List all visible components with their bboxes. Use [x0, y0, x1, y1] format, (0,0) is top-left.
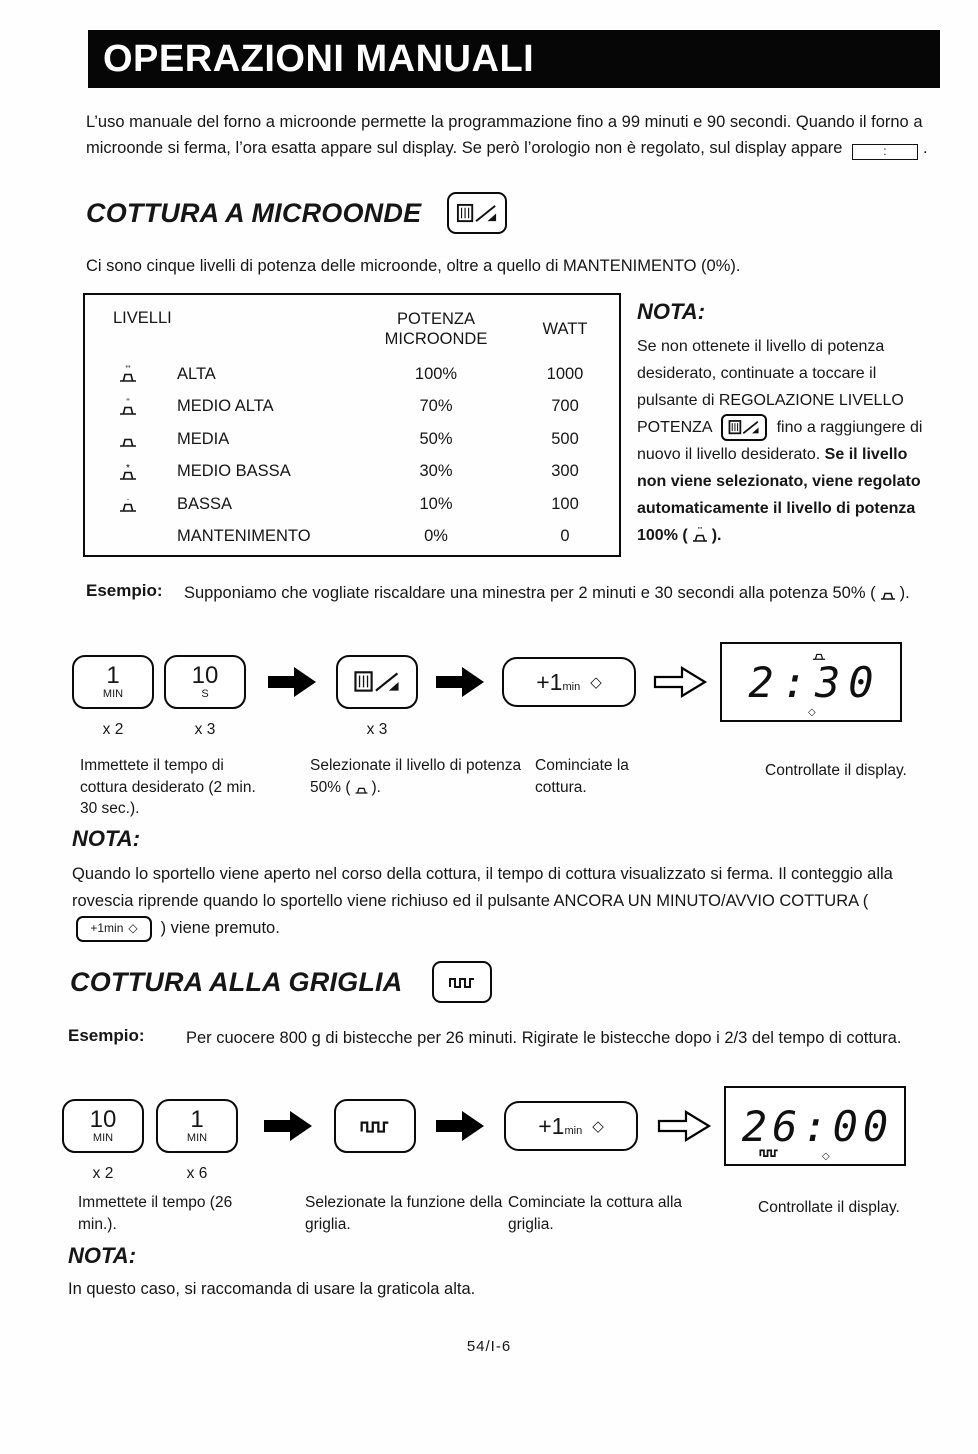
page-title: OPERAZIONI MANUALI: [103, 37, 535, 80]
power-level-dish-icon: [117, 365, 139, 383]
power-levels-table: [83, 293, 621, 557]
power-level-key: [336, 655, 418, 709]
table-row: [113, 358, 619, 391]
grill-key: [334, 1099, 416, 1153]
one-minute-key-diamond-icon: ◇: [128, 921, 138, 936]
svg-text:'': '': [126, 397, 130, 407]
level-watt: 100: [551, 494, 579, 513]
key-1min-wrapper: [156, 1099, 238, 1182]
col-potenza-line1: POTENZA: [397, 310, 475, 328]
nota-graticola-section: [68, 1243, 928, 1299]
intro-text: L’uso manuale del forno a microonde permette la programmazione fino a 99 minuti e 90 secondi. Quando il forno a microonde si ferma, l’ora esatta appare sul display. Se però l’orologio non è regolato, sul display appare: [86, 113, 923, 157]
microwave-steps: [72, 642, 902, 738]
press-count: x 3: [366, 721, 388, 738]
arrow-right-icon: [434, 1109, 486, 1143]
nota-door-section: [72, 826, 938, 942]
caption-start-cooking: Cominciate la cottura.: [535, 757, 629, 796]
level-name: MANTENIMENTO: [177, 527, 311, 546]
caption-enter-time: Immettete il tempo (26 min.).: [78, 1194, 233, 1233]
level-potenza: 100%: [414, 364, 458, 383]
start-key-plus: +1: [536, 668, 563, 695]
start-key-diamond-icon: ◇: [590, 674, 602, 691]
arrow-right-icon: [266, 665, 318, 699]
caption-select-power-1: Selezionate il livello di potenza 50% (: [310, 757, 522, 796]
level-watt: 0: [560, 527, 570, 546]
section-title-microonde: COTTURA A MICROONDE: [86, 197, 422, 228]
section-microonde-heading: [86, 192, 507, 234]
power-level-dish-icon: [117, 430, 139, 448]
grill-key: [432, 961, 492, 1003]
display-diamond-icon: ◇: [822, 1151, 830, 1162]
level-name: MEDIA: [177, 429, 230, 448]
display-diamond-icon: ◇: [808, 707, 816, 718]
col-livelli: LIVELLI: [113, 309, 172, 327]
esempio-griglia: [68, 1026, 936, 1051]
table-header: [113, 309, 619, 349]
level-potenza: 30%: [419, 462, 453, 481]
nota-door-text: [72, 861, 938, 942]
section-title-griglia: COTTURA ALLA GRIGLIA: [70, 966, 403, 997]
clock-placeholder-value: :: [883, 143, 887, 158]
key-10s-wrapper: [164, 655, 246, 738]
nota-title: NOTA:: [637, 299, 706, 324]
start-key-diamond-icon: ◇: [592, 1118, 604, 1135]
power-level-key-icon: [456, 201, 498, 226]
grill-key-icon: [358, 1116, 392, 1136]
power-level-dish-icon: [117, 495, 139, 513]
one-minute-start-key: [504, 1101, 638, 1151]
power-level-key: [447, 192, 507, 234]
key-number: 10: [89, 1106, 117, 1133]
power-key-wrapper: [336, 655, 418, 738]
table-row: [113, 391, 619, 424]
level-name: ALTA: [177, 364, 216, 383]
table-row: [113, 423, 619, 456]
display-time: 26:00: [741, 1101, 894, 1151]
table-row: [113, 488, 619, 521]
svg-text:·: ·: [126, 495, 130, 505]
svg-text:''': ''': [125, 365, 131, 375]
esempio-label: Esempio:: [68, 1026, 145, 1045]
key-10min-wrapper: [62, 1099, 144, 1182]
nota-door-text-2: ) viene premuto.: [160, 919, 280, 937]
one-minute-key-label: +1min: [90, 921, 124, 936]
table-row: [113, 521, 619, 554]
level-icon-cell: [113, 463, 177, 481]
clock-display-placeholder: [852, 144, 918, 160]
start-key-plus: +1: [538, 1112, 565, 1139]
level-potenza: 0%: [424, 527, 448, 546]
level-potenza: 70%: [419, 397, 453, 416]
key-unit: S: [201, 688, 209, 700]
grill-key-icon: [447, 973, 477, 991]
nota-door-text-1: Quando lo sportello viene aperto nel corso della cottura, il tempo di cottura visualizzato si ferma. Il conteggio alla rovescia riprende quando lo sportello viene richiuso ed il pulsante ANCORA UN MINUTO/AVVIO COTTURA (: [72, 865, 893, 910]
press-count: x 2: [92, 1165, 114, 1182]
start-key-unit: min: [562, 680, 581, 693]
power-level-key-inline: [721, 414, 767, 441]
level-name: BASSA: [177, 494, 233, 513]
level-icon-cell: [113, 495, 177, 513]
table-row: [113, 456, 619, 489]
page-header-bar: [88, 30, 940, 88]
power-100-dish-icon: [690, 526, 710, 543]
key-10-min: [62, 1099, 144, 1153]
col-potenza: [355, 309, 517, 349]
key-1-min: [156, 1099, 238, 1153]
power-level-dish-icon: [117, 398, 139, 416]
caption-enter-time: Immettete il tempo di cottura desiderato (2 min. 30 sec.).: [80, 757, 256, 817]
esempio-text: Per cuocere 800 g di bistecche per 26 minuti. Rigirate le bistecche dopo i 2/3 del tempo di cottura.: [186, 1029, 902, 1047]
nota-title: NOTA:: [72, 826, 141, 851]
key-number: 1: [106, 662, 120, 689]
nota-text-bold-end: ).: [711, 527, 722, 545]
caption-check-display: Controllate il display.: [758, 1199, 900, 1216]
caption-start-cooking: Cominciate la cottura alla griglia.: [508, 1194, 683, 1233]
hollow-arrow-right-icon: [656, 1108, 712, 1144]
caption-select-grill: Selezionate la funzione della griglia.: [305, 1194, 503, 1233]
level-potenza: 10%: [419, 494, 453, 513]
col-watt: WATT: [542, 319, 588, 338]
level-name: MEDIO BASSA: [177, 462, 291, 481]
nota-text-bold: Se il livello non viene selezionato, viene regolato automaticamente il livello di potenza 100% (: [637, 446, 921, 545]
caption-check-display: Controllate il display.: [765, 762, 907, 779]
level-icon-cell: [113, 365, 177, 383]
level-icon-cell: [113, 398, 177, 416]
esempio-text: [184, 581, 938, 606]
svg-text:''': ''': [697, 526, 702, 536]
esempio-text-1: Supponiamo che vogliate riscaldare una minestra per 2 minuti e 30 secondi alla potenza 50% (: [184, 584, 876, 602]
nota-power-level: [637, 299, 940, 549]
power-level-indicator-icon: [810, 647, 828, 661]
key-unit: MIN: [186, 1132, 208, 1144]
one-minute-key-inline: [76, 916, 152, 942]
press-count: x 2: [102, 721, 124, 738]
one-minute-start-key: [502, 657, 636, 707]
power-level-key-icon: [353, 668, 401, 696]
level-icon-cell: [113, 430, 177, 448]
power-50-dish-icon: [353, 780, 370, 795]
level-watt: 1000: [546, 364, 584, 383]
power-level-key-icon: [728, 418, 760, 437]
esempio-text-2: ).: [899, 584, 910, 602]
caption-select-power: [310, 755, 525, 798]
display-box: [724, 1086, 906, 1166]
intro-paragraph: [86, 110, 934, 161]
nota-graticola-text: In questo caso, si raccomanda di usare la graticola alta.: [68, 1280, 476, 1298]
arrow-right-icon: [434, 665, 486, 699]
key-number: 10: [191, 662, 219, 689]
caption-select-power-2: ).: [371, 778, 381, 796]
key-10-s: [164, 655, 246, 709]
nota-title: NOTA:: [68, 1243, 137, 1268]
nota-text-1: Se non ottenete il livello di potenza desiderato, continuate a toccare il pulsante di REGOLAZIONE LIVELLO POTENZA: [637, 338, 904, 436]
nota-text-2: fino a raggiungere di nuovo il livello desiderato.: [637, 419, 923, 464]
key-1min-wrapper: [72, 655, 154, 738]
intro-period: .: [922, 138, 928, 157]
display-time: 2:30: [748, 657, 882, 707]
level-potenza: 50%: [419, 429, 453, 448]
press-count: x 3: [194, 721, 216, 738]
col-potenza-line2: MICROONDE: [384, 330, 488, 348]
power-level-dish-icon: [117, 463, 139, 481]
esempio-label: Esempio:: [86, 581, 163, 600]
microonde-intro: Ci sono cinque livelli di potenza delle microonde, oltre a quello di MANTENIMENTO (0%).: [86, 257, 741, 275]
press-count: x 6: [186, 1165, 208, 1182]
key-number: 1: [190, 1106, 204, 1133]
hollow-arrow-right-icon: [652, 664, 708, 700]
level-watt: 700: [551, 397, 579, 416]
key-unit: MIN: [102, 688, 124, 700]
grill-indicator-icon: [758, 1146, 780, 1159]
section-griglia-heading: [70, 961, 492, 1003]
level-watt: 300: [551, 462, 579, 481]
svg-text:*: *: [126, 462, 130, 474]
level-watt: 500: [551, 429, 579, 448]
esempio-microonde: [86, 581, 938, 606]
start-key-unit: min: [564, 1124, 583, 1137]
power-50-dish-icon: [878, 584, 898, 601]
nota-text: [637, 333, 940, 549]
grill-steps: [62, 1086, 906, 1182]
level-name: MEDIO ALTA: [177, 397, 274, 416]
display-box: [720, 642, 902, 722]
page-number: 54/I-6: [466, 1338, 512, 1355]
key-unit: MIN: [92, 1132, 114, 1144]
key-1-min: [72, 655, 154, 709]
arrow-right-icon: [262, 1109, 314, 1143]
